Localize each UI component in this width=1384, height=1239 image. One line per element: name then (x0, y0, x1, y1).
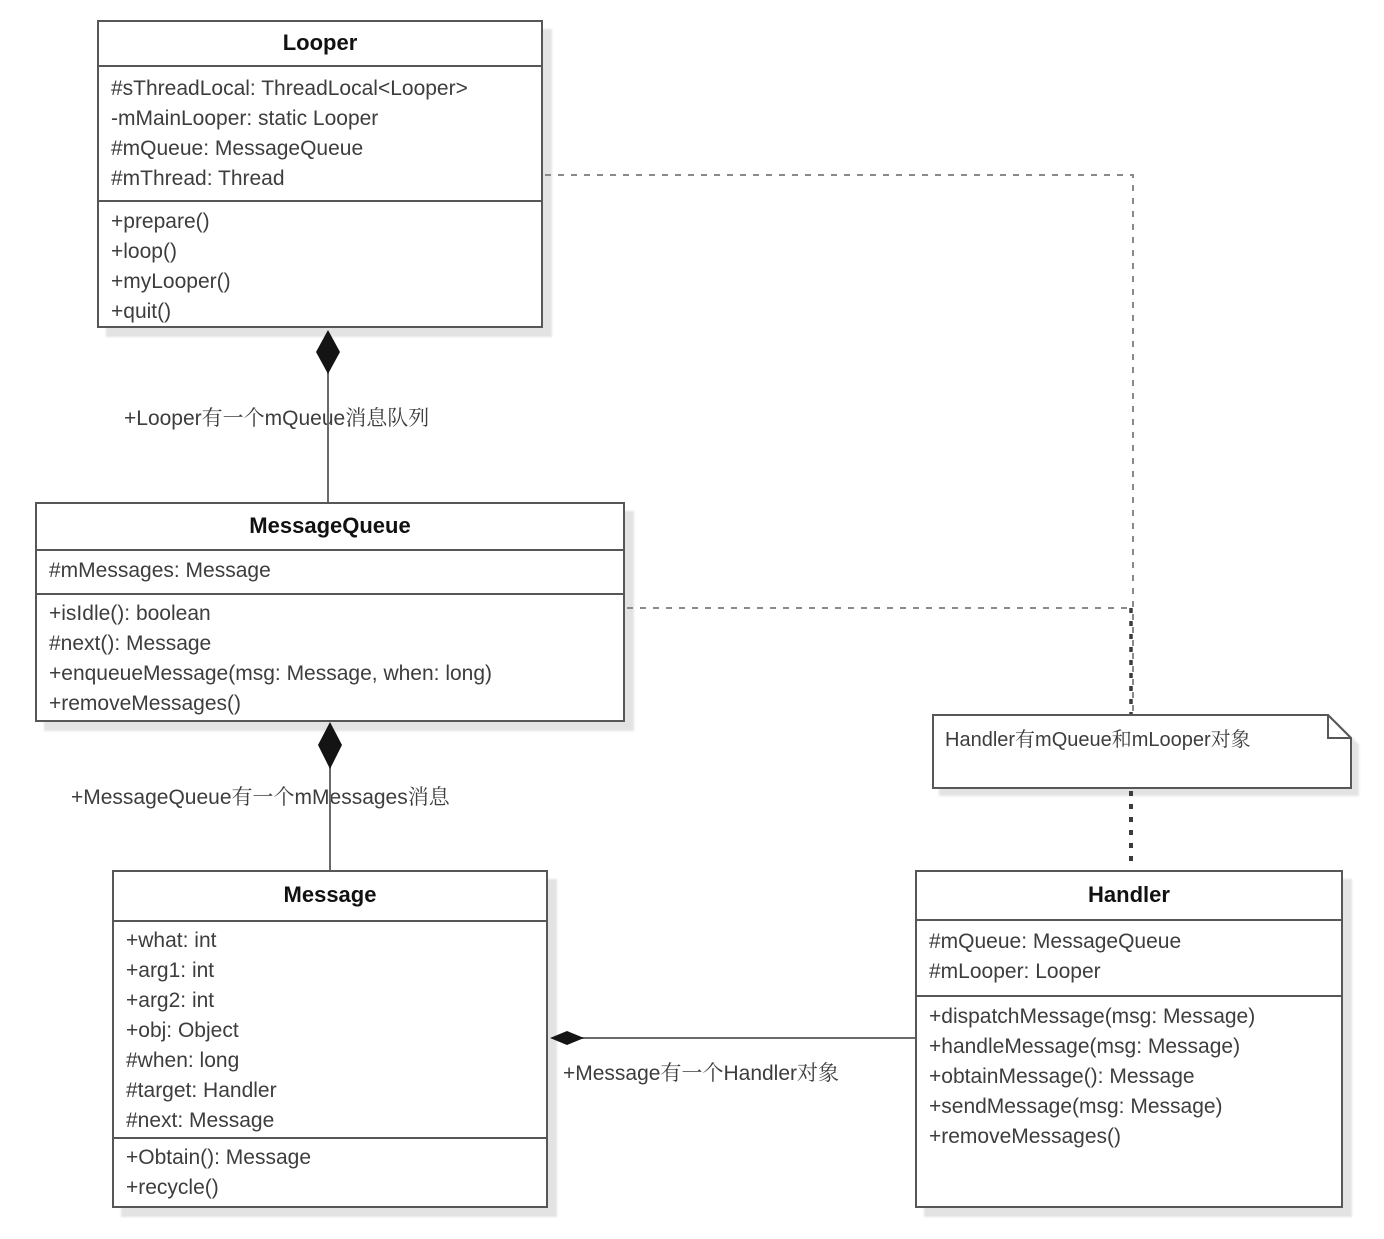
class-attributes-handler (917, 919, 1341, 995)
composition-diamond-looper (316, 330, 340, 374)
class-member-line: +arg1: int (126, 959, 215, 982)
class-member-line: +quit() (111, 300, 172, 323)
class-methods-handler (917, 995, 1341, 1206)
class-member-line: +prepare() (111, 210, 210, 233)
class-member-line: +myLooper() (111, 270, 231, 293)
class-member-line: +arg2: int (126, 989, 215, 1012)
dashed-edge-looper-note (545, 175, 1133, 714)
class-member-line: +sendMessage(msg: Message) (929, 1095, 1223, 1118)
class-member-line: #sThreadLocal: ThreadLocal<Looper> (111, 77, 468, 100)
composition-diamond-messagequeue (318, 722, 342, 769)
class-member-line: #next(): Message (49, 632, 212, 655)
class-title-handler: Handler (1088, 882, 1170, 907)
class-attributes-looper (99, 65, 541, 200)
note-folded-corner (1328, 715, 1351, 738)
class-title-message: Message (283, 882, 377, 907)
edge-label-message-handler: +Message有一个Handler对象 (563, 1062, 840, 1085)
edge-label-looper-mqueue: +Looper有一个mQueue消息队列 (124, 407, 430, 430)
class-member-line: #mQueue: MessageQueue (111, 137, 364, 160)
class-attributes-message (114, 920, 546, 1137)
edge-label-mqueue-mmessages: +MessageQueue有一个mMessages消息 (71, 786, 450, 809)
class-member-line: +what: int (126, 929, 217, 952)
class-member-line: +Obtain(): Message (126, 1146, 312, 1169)
class-title-messagequeue: MessageQueue (249, 513, 411, 538)
class-box-handler (915, 870, 1343, 1208)
class-member-line: +obj: Object (126, 1019, 239, 1042)
class-member-line: +removeMessages() (929, 1125, 1121, 1148)
class-member-line: +dispatchMessage(msg: Message) (929, 1005, 1256, 1028)
composition-diamond-message (550, 1031, 584, 1045)
class-member-line: -mMainLooper: static Looper (111, 107, 379, 130)
class-member-line: #mMessages: Message (49, 559, 271, 582)
class-member-line: +isIdle(): boolean (49, 602, 211, 625)
class-box-messagequeue (35, 502, 625, 722)
class-member-line: #when: long (126, 1049, 240, 1072)
class-box-message (112, 870, 548, 1208)
class-member-line: #mThread: Thread (111, 167, 285, 190)
class-methods-messagequeue (37, 593, 623, 720)
class-member-line: +handleMessage(msg: Message) (929, 1035, 1241, 1058)
class-member-line: +loop() (111, 240, 177, 263)
class-methods-message (114, 1137, 546, 1206)
class-member-line: #target: Handler (126, 1079, 277, 1102)
class-member-line: +enqueueMessage(msg: Message, when: long) (49, 662, 493, 685)
class-title-looper: Looper (282, 30, 358, 55)
uml-note-handler (932, 714, 1352, 789)
class-methods-looper (99, 200, 541, 326)
class-box-looper (97, 20, 543, 328)
class-member-line: +recycle() (126, 1176, 219, 1199)
class-member-line: +removeMessages() (49, 692, 241, 715)
class-member-line: #next: Message (126, 1109, 275, 1132)
class-member-line: #mLooper: Looper (929, 960, 1101, 983)
class-attributes-messagequeue (37, 549, 623, 593)
note-text: Handler有mQueue和mLooper对象 (945, 729, 1251, 751)
class-member-line: #mQueue: MessageQueue (929, 930, 1182, 953)
composition-edge-message-handler (550, 1031, 915, 1045)
class-member-line: +obtainMessage(): Message (929, 1065, 1195, 1088)
